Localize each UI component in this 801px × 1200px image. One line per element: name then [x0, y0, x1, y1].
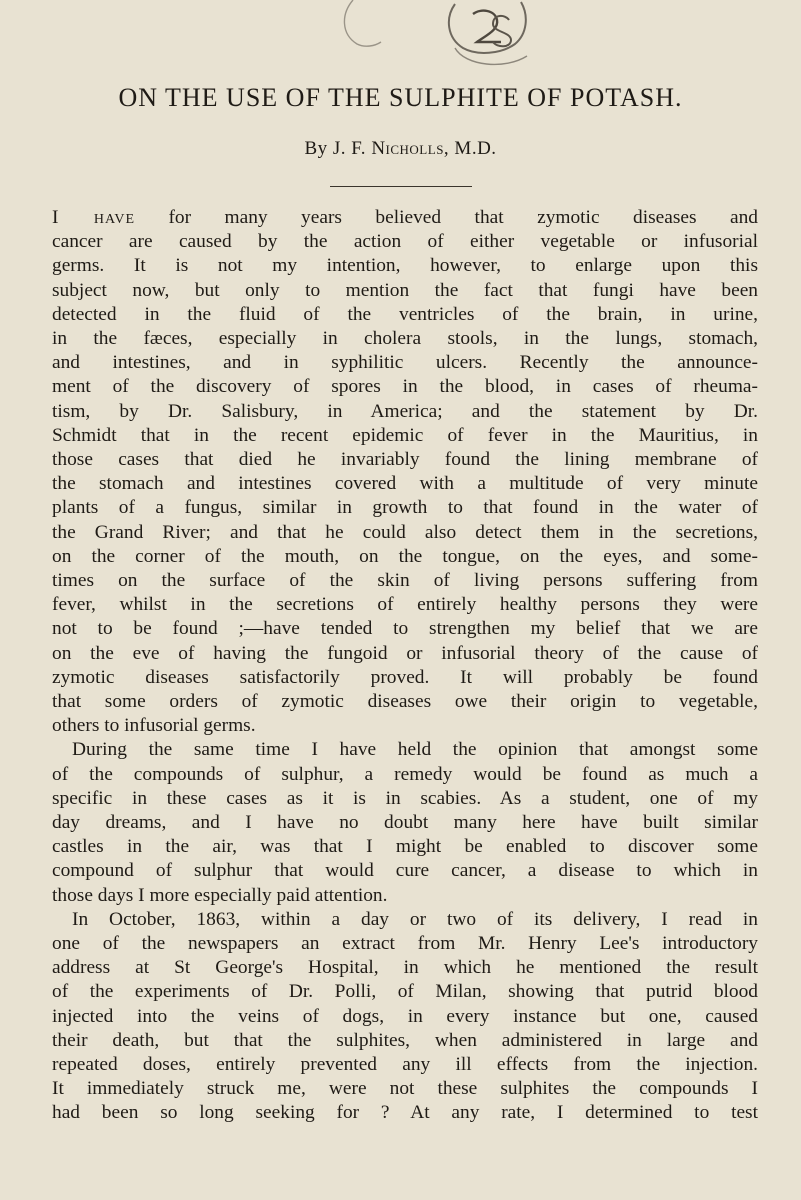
body-line: the Grand River; and that he could also detect them in the secretions, — [52, 521, 758, 543]
body-line: germs. It is not my intention, however, to enlarge upon this — [52, 255, 758, 277]
body-line: on the corner of the mouth, on the tongue, on the eyes, and some- — [52, 545, 758, 567]
body-line: cancer are caused by the action of either vegetable or infusorial — [52, 231, 758, 253]
body-line: repeated doses, entirely prevented any ill effects from the injection. — [52, 1054, 758, 1075]
body-line: and intestines, and in syphilitic ulcers. Recently the announce- — [52, 352, 758, 374]
body-line: plants of a fungus, similar in growth to that found in the water of — [52, 497, 758, 519]
body-line: During the same time I have held the opinion that amongst some — [72, 739, 758, 761]
body-line: of the compounds of sulphur, a remedy would be found as much a — [52, 763, 758, 785]
body-line: compound of sulphur that would cure cancer, a disease to which in — [52, 860, 758, 882]
article-byline — [0, 138, 801, 160]
body-line: In October, 1863, within a day or two of its delivery, I read in — [72, 908, 758, 930]
body-line: castles in the air, was that I might be enabled to discover some — [52, 836, 758, 858]
body-line: those cases that died he invariably found the lining membrane of — [52, 449, 758, 470]
body-line: zymotic diseases satisfactorily proved. It will probably be found — [52, 666, 758, 688]
body-line: I have for many years believed that zymotic diseases and — [52, 207, 758, 228]
body-line: ment of the discovery of spores in the blood, in cases of rheuma- — [52, 376, 758, 398]
body-line: of the experiments of Dr. Polli, of Milan, showing that putrid blood — [52, 981, 758, 1003]
body-line: detected in the fluid of the ventricles of the brain, in urine, — [52, 303, 758, 325]
body-line: times on the surface of the skin of living persons suffering from — [52, 570, 758, 591]
body-line: address at St George's Hospital, in which he mentioned the result — [52, 957, 758, 979]
lead-word: I have — [52, 207, 135, 228]
byline-prefix: By J. F. — [304, 138, 372, 159]
body-line: on the eve of having the fungoid or infusorial theory of the cause of — [52, 642, 758, 664]
body-line: that some orders of zymotic diseases owe their origin to vegetable, — [52, 691, 758, 712]
body-line: subject now, but only to mention the fact that fungi have been — [52, 279, 758, 301]
body-line: those days I more especially paid attention. — [52, 884, 388, 906]
body-line: had been so long seeking for ? At any rate, I determined to test — [52, 1102, 758, 1124]
body-line: tism, by Dr. Salisbury, in America; and the statement by Dr. — [52, 400, 758, 422]
body-line: injected into the veins of dogs, in every instance but one, caused — [52, 1005, 758, 1027]
title-divider — [330, 186, 472, 187]
body-line: their death, but that the sulphites, when administered in large and — [52, 1029, 758, 1051]
body-line: Schmidt that in the recent epidemic of fever in the Mauritius, in — [52, 424, 758, 446]
body-line: one of the newspapers an extract from Mr. Henry Lee's introductory — [52, 933, 758, 954]
body-line: It immediately struck me, were not these sulphites the compounds I — [52, 1078, 758, 1100]
body-line: specific in these cases as it is in scabies. As a student, one of my — [52, 787, 758, 809]
library-stamp-mark — [305, 0, 545, 72]
body-line: not to be found ;—have tended to strengthen my belief that we are — [52, 618, 758, 640]
body-line: in the fæces, especially in cholera stools, in the lungs, stomach, — [52, 328, 758, 349]
byline-suffix: , M.D. — [443, 138, 497, 159]
article-title: ON THE USE OF THE SULPHITE OF POTASH. — [118, 83, 683, 112]
body-line: the stomach and intestines covered with a multitude of very minute — [52, 473, 758, 495]
body-line: fever, whilst in the secretions of entirely healthy persons they were — [52, 594, 758, 616]
body-line: day dreams, and I have no doubt many here have built similar — [52, 812, 758, 833]
body-line: others to infusorial germs. — [52, 715, 256, 737]
author-name: Nicholls — [371, 138, 444, 159]
